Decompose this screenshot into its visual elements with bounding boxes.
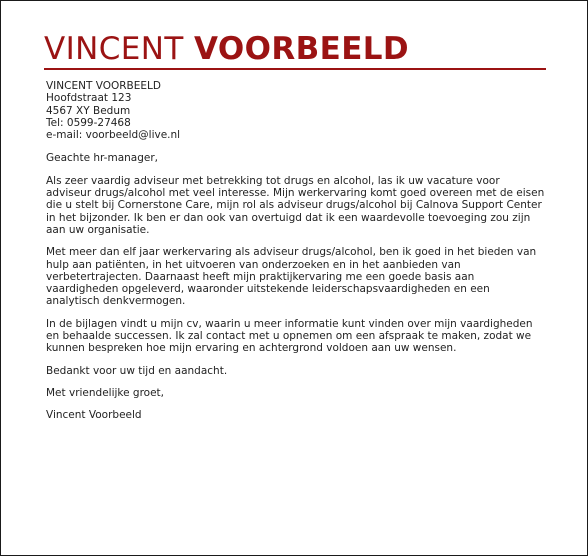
page-title bbox=[44, 31, 546, 67]
sender-email: e-mail: voorbeeld@live.nl bbox=[46, 129, 181, 142]
sender-postal-city: 4567 XY Bedum bbox=[46, 104, 131, 117]
letter-paragraph-3: In de bijlagen vindt u mijn cv, waarin u meer informatie kunt vinden over mijn vaardigheden en behaalde successen. Ik zal contact met u opnemen om een afspraak te maken, zodat we kunnen bespreken hoe mijn ervaring en achtergrond voldoen aan uw wensen. bbox=[46, 317, 533, 355]
letter-thanks: Bedankt voor uw tijd en aandacht. bbox=[46, 364, 228, 377]
letter-header bbox=[44, 31, 546, 67]
sender-name: VINCENT VOORBEELD bbox=[46, 80, 161, 92]
letter-body bbox=[46, 80, 546, 432]
header-last-name: VOORBEELD bbox=[193, 31, 410, 67]
header-divider bbox=[44, 68, 546, 70]
sender-phone: Tel: 0599-27468 bbox=[46, 116, 131, 129]
letter-closing: Met vriendelijke groet, bbox=[46, 386, 165, 399]
sender-address bbox=[46, 80, 546, 141]
letter-signature: Vincent Voorbeeld bbox=[46, 409, 142, 422]
header-first-name: VINCENT bbox=[44, 31, 184, 67]
sender-street: Hoofdstraat 123 bbox=[46, 92, 132, 105]
letter-paragraph-1: Als zeer vaardig adviseur met betrekking tot drugs en alcohol, las ik uw vacature voor adviseur drugs/alcohol met veel interesse. Mijn werkervaring komt goed overeen met de eisen die u stelt bij Cornerstone Care, mijn rol als adviseur drugs/alcohol bij Calnova Support Center in het bijzonder. Ik ben er dan ook van overtuigd dat ik een waardevolle toevoeging zou zijn aan uw organisatie. bbox=[46, 174, 545, 236]
letter-paragraph-2: Met meer dan elf jaar werkervaring als adviseur drugs/alcohol, ben ik goed in het bieden van hulp aan patiënten, in het uitvoeren van onderzoeken en in het aanbieden van verbetertrajecten. Daarnaast heeft mijn praktijkervaring me een goede basis aan vaardigheden opgeleverd, waaronder uitstekende leiderschapsvaardigheden en een analytisch denkvermogen. bbox=[46, 246, 537, 308]
letter-greeting: Geachte hr-manager, bbox=[46, 152, 158, 165]
